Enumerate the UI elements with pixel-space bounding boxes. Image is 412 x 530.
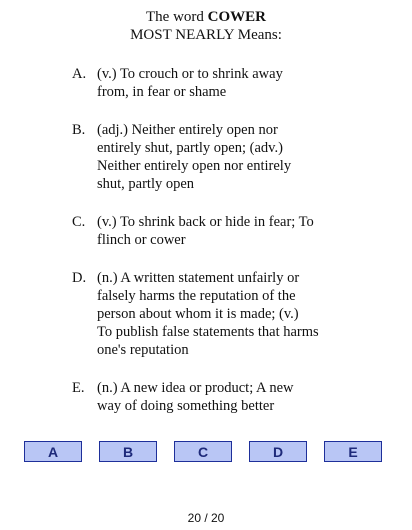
question-prompt xyxy=(0,8,412,44)
answer-c-button[interactable]: C xyxy=(174,441,232,462)
choice-text: (v.) To crouch or to shrink away from, in fear or shame xyxy=(97,66,283,100)
choice-text: (v.) To shrink back or hide in fear; To flinch or cower xyxy=(97,214,314,248)
choice-letter: D. xyxy=(72,270,87,286)
choice-text: (n.) A new idea or product; A new way of doing something better xyxy=(97,380,294,414)
choice-e xyxy=(72,379,372,415)
answer-a-button[interactable]: A xyxy=(24,441,82,462)
choice-list xyxy=(72,65,372,435)
choice-a xyxy=(72,65,372,101)
question-line-2: MOST NEARLY Means: xyxy=(130,27,282,43)
choice-letter: A. xyxy=(72,66,87,82)
choice-text: (adj.) Neither entirely open nor entirely shut, partly open; (adv.) Neither entirely open nor entirely shut, partly open xyxy=(97,122,292,192)
choice-d xyxy=(72,269,372,359)
choice-c xyxy=(72,213,372,249)
answer-d-button[interactable]: D xyxy=(249,441,307,462)
question-line-1 xyxy=(0,8,412,26)
choice-letter: C. xyxy=(72,214,86,230)
choice-text: (n.) A written statement unfairly or falsely harms the reputation of the person about whom it is made; (v.) To publish false statements that harms one's reputation xyxy=(97,270,319,358)
choice-b xyxy=(72,121,372,193)
question-prefix: The word xyxy=(146,9,204,25)
choice-letter: E. xyxy=(72,380,85,396)
question-word: COWER xyxy=(207,9,266,25)
answer-e-button[interactable]: E xyxy=(324,441,382,462)
page-counter: 20 / 20 xyxy=(187,511,225,525)
choice-letter: B. xyxy=(72,122,86,138)
answer-b-button[interactable]: B xyxy=(99,441,157,462)
